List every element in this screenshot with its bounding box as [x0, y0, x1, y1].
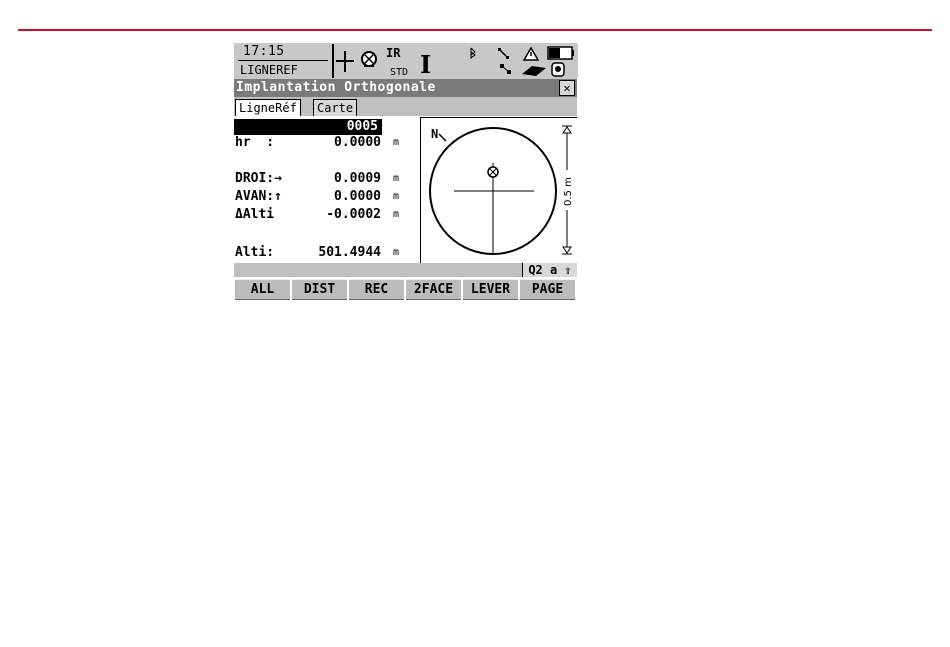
- field-value: 0.0000: [334, 189, 381, 204]
- tab-bar: [234, 97, 577, 116]
- f6-page-button[interactable]: PAGE: [520, 279, 575, 300]
- f2-dist-button[interactable]: DIST: [292, 279, 347, 300]
- field-label: hr :: [235, 135, 275, 150]
- f4-2face-button[interactable]: 2FACE: [406, 279, 461, 300]
- scale-label: 0.5 m: [563, 177, 574, 206]
- dialog-title-bar: [234, 79, 577, 97]
- function-key-bar: [234, 279, 577, 300]
- f1-all-button[interactable]: ALL: [235, 279, 290, 300]
- radio-icon: [500, 64, 511, 74]
- field-value: 0.0000: [334, 135, 381, 150]
- point-id-field[interactable]: 0005: [234, 119, 382, 135]
- crosshair-icon: [336, 51, 354, 72]
- instrument-screen: [234, 43, 577, 300]
- north-arrow-icon: [439, 134, 446, 141]
- field-value: 501.4944: [318, 245, 381, 260]
- message-line: [234, 263, 577, 277]
- field-label: Alti:: [235, 245, 275, 260]
- status-bar: [234, 43, 577, 79]
- status-icons: [332, 44, 578, 78]
- warning-icon: [524, 48, 538, 60]
- tab-carte[interactable]: Carte: [313, 99, 357, 116]
- tab-ligneref[interactable]: LigneRéf: [235, 99, 301, 116]
- std-label: STD: [390, 67, 409, 78]
- prism-constant-label: I: [420, 50, 432, 78]
- field-value: 0.0009: [334, 171, 381, 186]
- close-button[interactable]: ✕: [559, 80, 575, 96]
- f3-rec-button[interactable]: REC: [349, 279, 404, 300]
- dialog-title: Implantation Orthogonale: [236, 80, 436, 95]
- field-unit: m: [393, 173, 400, 184]
- content-panel: [234, 116, 577, 263]
- clock-time: 17:15: [243, 44, 285, 59]
- field-label: AVAN:↑: [235, 189, 282, 204]
- f5-lever-button[interactable]: LEVER: [463, 279, 518, 300]
- ir-label: IR: [386, 46, 401, 60]
- stakeout-graphic-svg: [421, 118, 577, 263]
- bluetooth-icon: [471, 48, 475, 58]
- target-point-icon: [488, 167, 498, 177]
- north-label: N: [431, 127, 439, 141]
- field-label: ΔAlti: [235, 207, 275, 222]
- field-label: DROI:→: [235, 171, 282, 186]
- field-unit: m: [393, 247, 400, 258]
- prism-target-icon: [362, 52, 376, 66]
- page-top-rule: [18, 29, 932, 31]
- link-icon: [498, 48, 509, 59]
- field-unit: m: [393, 137, 400, 148]
- clock-divider: [238, 60, 328, 61]
- application-name: LIGNEREF: [240, 63, 298, 77]
- instrument-icon: [552, 63, 564, 76]
- stakeout-graphic: [420, 117, 577, 264]
- field-unit: m: [393, 191, 400, 202]
- input-mode-indicator: Q2 a ⇧: [522, 263, 577, 277]
- memory-card-icon: [522, 66, 546, 76]
- battery-icon: [548, 47, 574, 59]
- field-unit: m: [393, 209, 400, 220]
- status-icons-svg: [334, 44, 578, 78]
- field-value: -0.0002: [326, 207, 381, 222]
